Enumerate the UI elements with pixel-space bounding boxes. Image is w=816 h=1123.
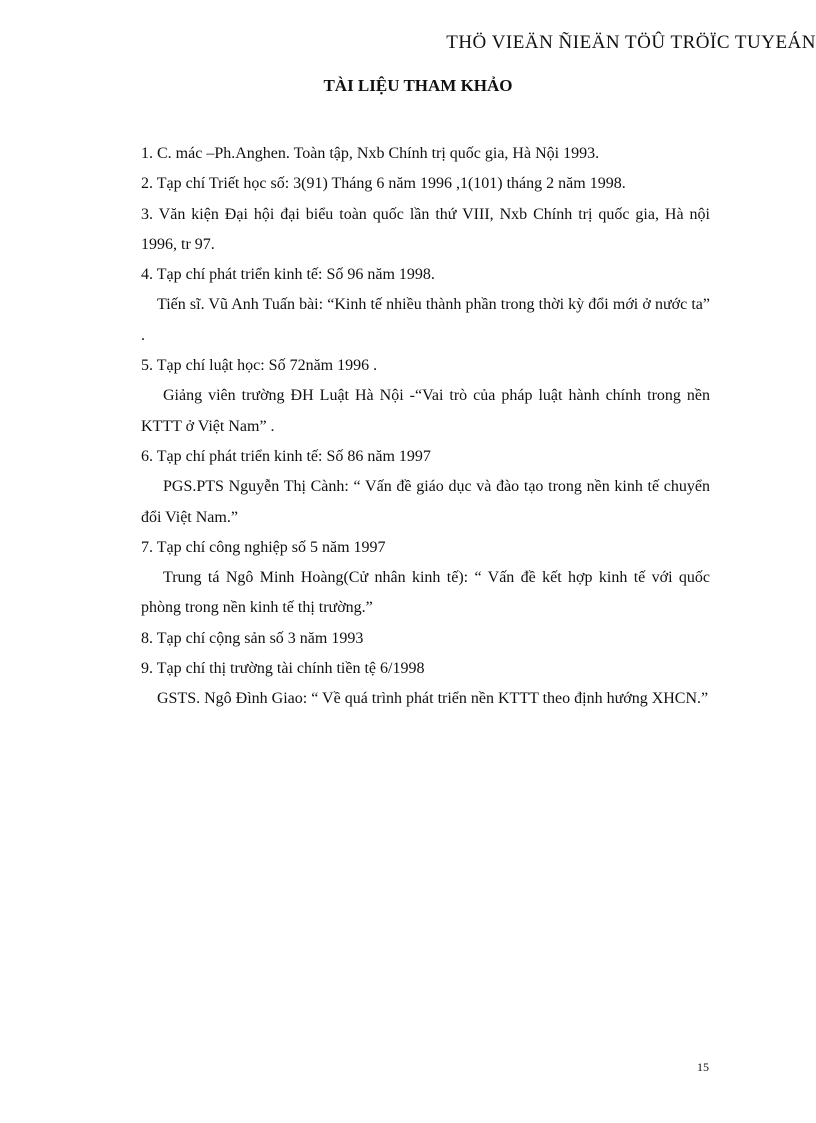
reference-item-9: 9. Tạp chí thị trường tài chính tiền tệ 6/1998 <box>141 660 425 678</box>
reference-item-4: 4. Tạp chí phát triển kinh tế: Số 96 năm 1998. <box>141 266 435 284</box>
reference-item-2: 2. Tạp chí Triết học số: 3(91) Tháng 6 năm 1996 ,1(101) tháng 2 năm 1998. <box>141 175 626 193</box>
reference-item-1: 1. C. mác –Ph.Anghen. Toàn tập, Nxb Chính trị quốc gia, Hà Nội 1993. <box>141 145 600 162</box>
reference-item-7: 7. Tạp chí công nghiệp số 5 năm 1997 <box>141 538 386 556</box>
reference-item-3: 3. Văn kiện Đại hội đại biểu toàn quốc lần thứ VIII, Nxb Chính trị quốc gia, Hà nội 1996, tr 97. <box>141 205 710 253</box>
reference-item-6: 6. Tạp chí phát triển kinh tế: Số 86 năm 1997 <box>141 447 431 465</box>
reference-item-8: 8. Tạp chí cộng sản số 3 năm 1993 <box>141 629 364 647</box>
reference-note-4: Tiến sĩ. Vũ Anh Tuấn bài: “Kinh tế nhiều thành phần trong thời kỳ đổi mới ở nước ta” . <box>141 296 710 344</box>
reference-note-9: GSTS. Ngô Đình Giao: “ Về quá trình phát triển nền KTTT theo định hướng XHCN.” <box>157 690 709 708</box>
header-banner: THÖ VIEÄN ÑIEÄN TÖÛ TRÖÏC TUYEÁN <box>446 32 816 53</box>
reference-note-6: PGS.PTS Nguyễn Thị Cành: “ Vấn đề giáo dục và đào tạo trong nền kinh tế chuyển đổi Việt Nam.” <box>141 478 710 526</box>
page-number: 15 <box>697 1060 709 1074</box>
page-title: TÀI LIỆU THAM KHẢO <box>323 76 513 95</box>
reference-note-7: Trung tá Ngô Minh Hoàng(Cử nhân kinh tế): “ Vấn đề kết hợp kinh tế với quốc phòng trong nền kinh tế thị trường.” <box>141 569 710 617</box>
reference-list <box>141 139 710 715</box>
reference-note-5: Giảng viên trường ĐH Luật Hà Nội -“Vai trò của pháp luật hành chính trong nền KTTT ở Việt Nam” . <box>141 387 710 435</box>
reference-item-5: 5. Tạp chí luật học: Số 72năm 1996 . <box>141 357 378 375</box>
